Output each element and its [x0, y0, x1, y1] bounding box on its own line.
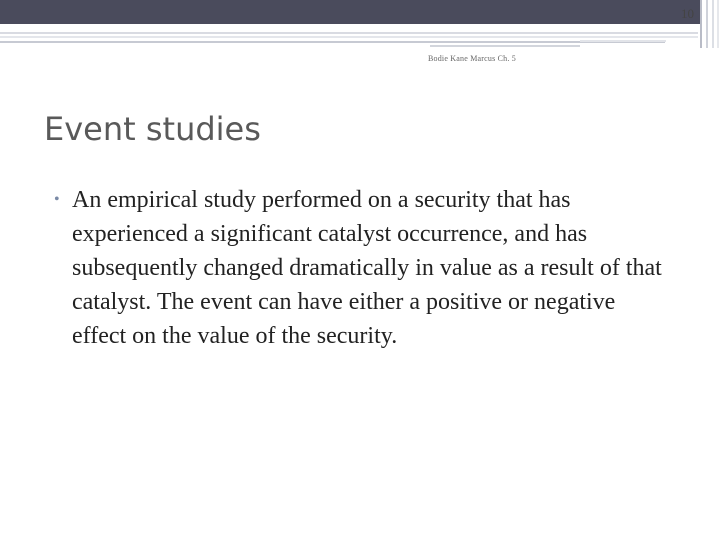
- top-bar: [0, 0, 700, 24]
- page-number: 10: [681, 6, 694, 21]
- decorative-rule: [0, 41, 665, 43]
- header-note: Bodie Kane Marcus Ch. 5: [428, 54, 516, 63]
- decorative-side-line: [712, 0, 714, 48]
- bullet-icon: •: [54, 191, 60, 208]
- slide-title: Event studies: [44, 110, 261, 148]
- decorative-rule: [430, 45, 580, 47]
- decorative-side-line: [706, 0, 708, 48]
- decorative-rule: [0, 32, 698, 34]
- decorative-rule: [0, 36, 698, 38]
- bullet-list: [54, 183, 674, 353]
- decorative-side-line: [717, 0, 719, 48]
- decorative-rule: [580, 40, 666, 42]
- decorative-side-line: [700, 0, 702, 48]
- bullet-text: An empirical study performed on a security that has experienced a significant catalyst occurrence, and has subsequently changed dramatically in value as a result of that catalyst. The event can have either a positive or negative effect on the value of the security.: [72, 187, 662, 349]
- bullet-item: [54, 183, 674, 353]
